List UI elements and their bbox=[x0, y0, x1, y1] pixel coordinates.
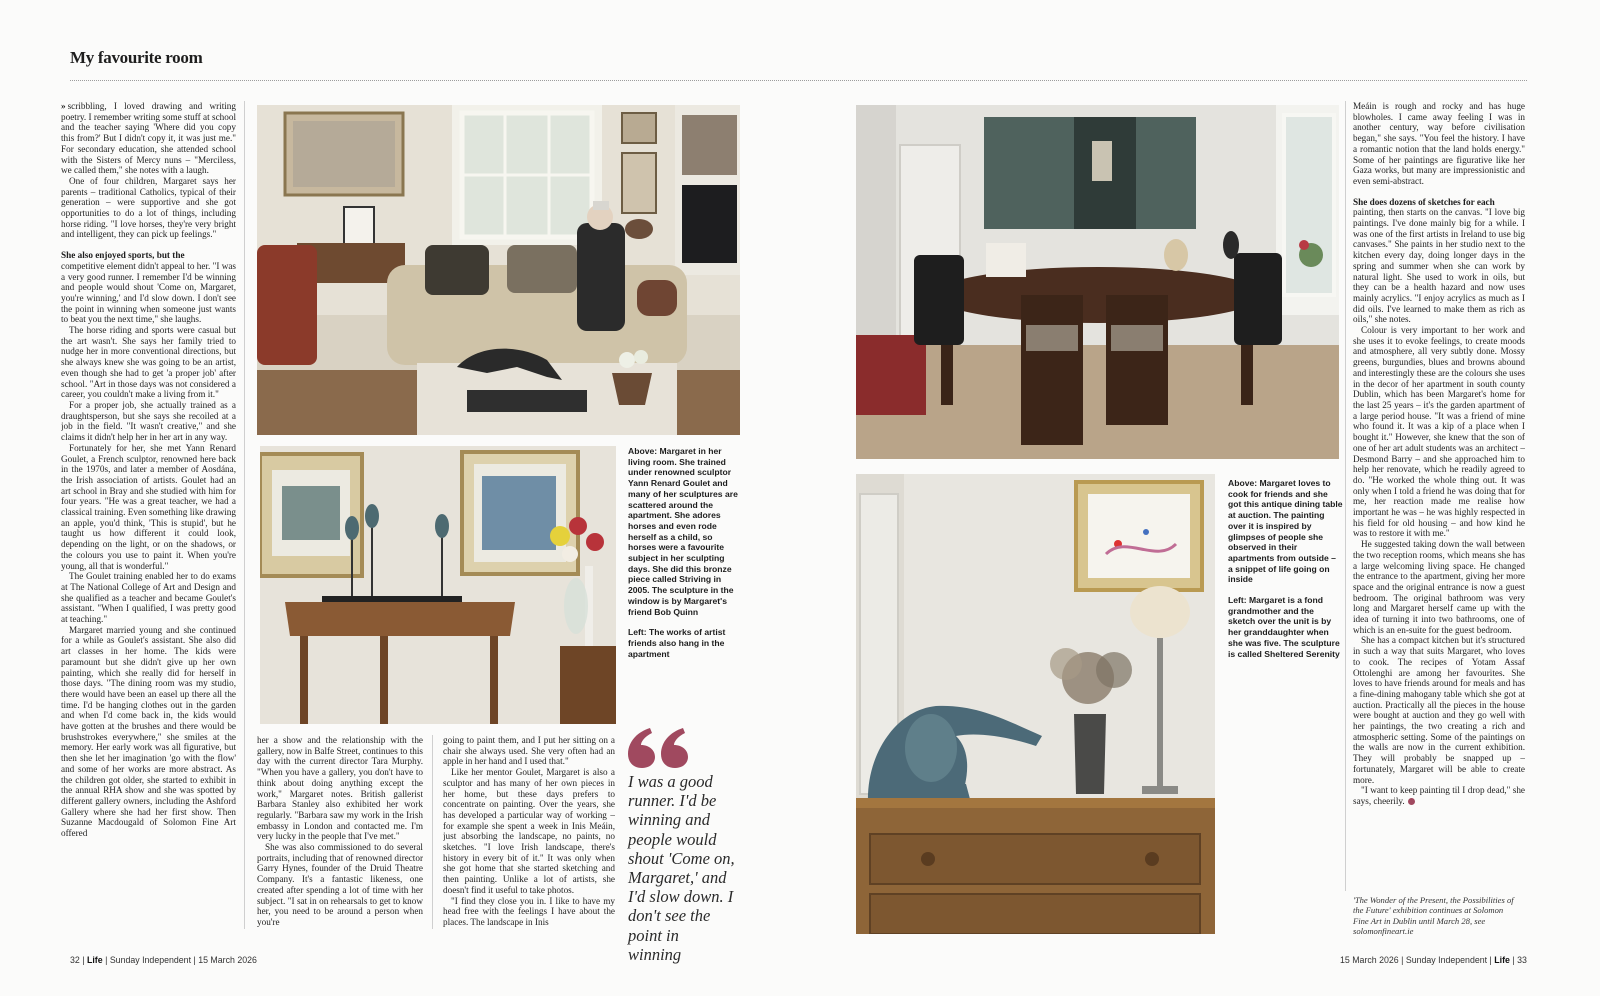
paragraph: For a proper job, she actually trained as a draughtsperson, but she says she recoiled at a job in the field. "It wasn't creative," and she claims it didn't help her in her art in any way. bbox=[61, 399, 236, 443]
column-divider bbox=[1345, 101, 1346, 891]
paragraph: One of four children, Margaret says her parents – traditional Catholics, typical of their generation – were supportive and she got opportunities to do a lot of things, including horse riding. "I love horses, they're very bright and intelligent, they can pick up feelings." bbox=[61, 175, 236, 240]
section-header: My favourite room bbox=[70, 48, 203, 67]
exhibition-credit: 'The Wonder of the Present, the Possibilities of the Future' exhibition continues at Solomon Fine Art in Dublin until March 28, see solomonfineart.ie bbox=[1353, 895, 1514, 936]
paragraph: "I want to keep painting til I drop dead," she says, cheerily. bbox=[1353, 785, 1525, 806]
paragraph: Fortunately for her, she met Yann Renard Goulet, a French sculptor, renowned here back in the 1970s, and later a member of Aosdána, the Irish association of artists. Goulet had an art school in Bray and she studied with him for four years. "He was a great teacher, we had a classical training. Even something like drawing an apple, you'd think, 'This is stupid', but he taught us how different it could look, depending on the light, or on the shadows, or the colours you use to paint it. When you're young, all that is wonderful." bbox=[61, 442, 236, 571]
header-rule bbox=[70, 80, 1527, 81]
column-divider bbox=[244, 101, 245, 929]
paragraph: Colour is very important to her work and she uses it to evoke feelings, to create moods and atmosphere, all very subtly done. Mossy greens, burgundies, blues and browns abound and interestingly these are the colours she uses in the decor of her apartment in south county Dublin, which has been Margaret's home for the last 25 years – it's the garden apartment of a large period house. "It was a friend of mine who found it. It was a kip of a place when I bought it." However, she knew that the son of one of her art adult students was an architect – Desmond Barry – and she approached him to help her renovate, which he readily agreed to do. "He worked the whole thing out. It was only when I told a friend he was doing that for me, her reaction made me realise how important he was – he was highly respected in his field for old housing – and how kind he was to restore it with me." bbox=[1353, 325, 1525, 539]
paragraph: He suggested taking down the wall between the two reception rooms, which means she has a large welcoming living space. He changed the entrance to the apartment, giving her more space and the original entrance is now a guest bedroom. The original bathroom was very long and Margaret herself came up with the idea of turning it into two bathrooms, one of which is an en-suite for the guest bedroom. bbox=[1353, 539, 1525, 635]
paragraph: her a show and the relationship with the gallery, now in Balfe Street, continues to this day with the current director Tara Murphy. "When you have a gallery, you don't have to think about doing anything except the work," Margaret notes. British gallerist Barbara Stanley also exhibited her work regularly. "Barbara saw my work in the Irish embassy in London and contacted me. I'm very lucky in the people that I've met." bbox=[257, 735, 423, 842]
end-dot-icon bbox=[1408, 798, 1415, 805]
left-column-3 bbox=[443, 735, 615, 929]
paragraph: scribbling, I loved drawing and writing poetry. I remember writing some stuff at school and the teacher saying 'Where did you copy this from?' But I didn't copy it, it was just me." For secondary education, she attended school with the Sisters of Mercy nuns – "Merciless, we called them," she notes with a laugh. bbox=[61, 101, 236, 176]
left-column-2 bbox=[257, 735, 423, 929]
paragraph: She has a compact kitchen but it's structured in such a way that suits Margaret, who loves to cook. The recipes of Yotam Assaf Ottolenghi are among her favourites. She loves to have friends around for meals and has a fine-dining mahogany table which she got at auction. Practically all the pieces in the house were bought at auction and they go well with her paintings, the two creating a rich and atmospheric setting. Some of the paintings on the walls are now in the current exhibition. They will probably be snapped up – fortunately, Margaret will be able to create more. bbox=[1353, 635, 1525, 785]
lead-in: She does dozens of sketches for each bbox=[1353, 196, 1495, 207]
caption-living-room: Above: Margaret in her living room. She trained under renowned sculptor Yann Renard Goulet and many of her sculptures are scattered around the apartment. She adores horses and even rode herself as a child, so horses were a favourite subject in her sculpting days. She did this bronze piece called Striving in 2005. The sculpture in the window is by Margaret's friend Bob Quinn Left: The works of artist friends also hang in the apartment bbox=[628, 446, 738, 659]
left-column-1 bbox=[61, 101, 236, 929]
paragraph: The horse riding and sports were casual but the art wasn't. She says her family tried to nudge her in more conventional directions, but she always knew she was going to be an artist, even though she had to get 'a proper job' after school. "Art in those days was not considered a career, you couldn't make a living from it." bbox=[61, 325, 236, 400]
photo-dining-room bbox=[856, 105, 1339, 459]
photo-living-room bbox=[257, 105, 740, 435]
paragraph: Meáin is rough and rocky and has huge blowholes. I came away feeling I was in another century, way before civilisation began," she says. "You feel the history. I have a romantic notion that the land holds energy." Some of her paintings are figurative like her Gaza works, but many are impressionistic and even semi-abstract. bbox=[1353, 101, 1525, 186]
paragraph: going to paint them, and I put her sitting on a chair she always used. She very often had an apple in her hand and I used that." bbox=[443, 735, 615, 767]
footer-left: 32 | Life | Sunday Independent | 15 March 2026 bbox=[70, 955, 257, 965]
paragraph: She was also commissioned to do several portraits, including that of renowned director Garry Hynes, founder of the Druid Theatre Company. It's a fantastic likeness, one created after spending a lot of time with her subject. "I sat in on rehearsals to get to know her, you need to be around a person when you're bbox=[257, 842, 423, 927]
column-divider bbox=[432, 735, 433, 929]
photo-console-table bbox=[260, 446, 616, 724]
paragraph: Like her mentor Goulet, Margaret is also a sculptor and has many of her own pieces in her home, but these days prefers to concentrate on painting. Over the years, she has developed a particular way of working – for example she spent a week in Inis Meáin, just absorbing the landscape, no paints, no sketches. "I love Irish landscape, there's history in every bit of it." It was only when she got home that she started sketching and then painting. Unlike a lot of artists, she doesn't find it useful to take photos. bbox=[443, 767, 615, 895]
footer-right: 15 March 2026 | Sunday Independent | Life | 33 bbox=[1340, 955, 1527, 965]
paragraph: Margaret married young and she continued for a while as Goulet's assistant. She also did art classes in her home. The kids were paramount but she didn't give up her own painting, which she really did for herself in those days. "The dining room was my studio, there would have been an easel up there all the time. I'd be hanging clothes out in the garden and when I'd come back in, the kids would have gotten at the brushes and there would be brushstrokes everywhere," she smiles at the memory. Her early work was all figurative, but then she let her imagination 'go with the flow' and some of her works are more abstract. As the children got older, she started to exhibit in the annual RHA show and she was spotted by different gallery owners, including the Ashford Gallery where she had her first show. Then Suzanne Macdougald of Solomon Fine Art offered bbox=[61, 624, 236, 839]
double-chevron-icon: » bbox=[61, 101, 66, 111]
photo-sideboard-sculpture bbox=[856, 474, 1215, 934]
paragraph: competitive element didn't appeal to her. "I was a very good runner. I remember I'd be winning and people would shout 'Come on, Margaret, you're winning,' and I'd slow down. I don't see the point in winning when someone just wants to beat you the next time," she laughs. bbox=[61, 260, 236, 325]
paragraph: "I find they close you in. I like to have my head free with the feelings I have about the places. The landscape in Inis bbox=[443, 895, 615, 927]
lead-in: She also enjoyed sports, but the bbox=[61, 250, 185, 261]
quote-mark-icon bbox=[628, 728, 690, 768]
paragraph: The Goulet training enabled her to do exams at The National College of Art and Design and she qualified as a teacher and became Goulet's assistant. "When I qualified, I was pretty good at teaching." bbox=[61, 571, 236, 625]
caption-dining-room: Above: Margaret loves to cook for friends and she got this antique dining table at auction. The painting over it is inspired by glimpses of people she observed in their apartments from outside – a snippet of life going on inside Left: Margaret is a fond grandmother and the sketch over the unit is by her granddaughter when she was five. The sculpture is called Sheltered Serenity bbox=[1228, 478, 1343, 659]
paragraph: painting, then starts on the canvas. "I love big paintings. I've done mainly big for a while. I was one of the first artists in Ireland to use big canvases." She paints in her studio next to the kitchen every day, doing longer days in the spring and summer when she can work by natural light. She used to work in oils, but they can be a health hazard and now uses mainly acrylics. "I enjoy acrylics as much as I did oils. I've learned to make them as rich as oils," she notes. bbox=[1353, 207, 1525, 325]
pull-quote: I was a good runner. I'd be winning and people would shout 'Come on, Margaret,' and I'd slow down. I don't see the point in winning bbox=[628, 772, 735, 964]
right-column bbox=[1353, 101, 1525, 891]
